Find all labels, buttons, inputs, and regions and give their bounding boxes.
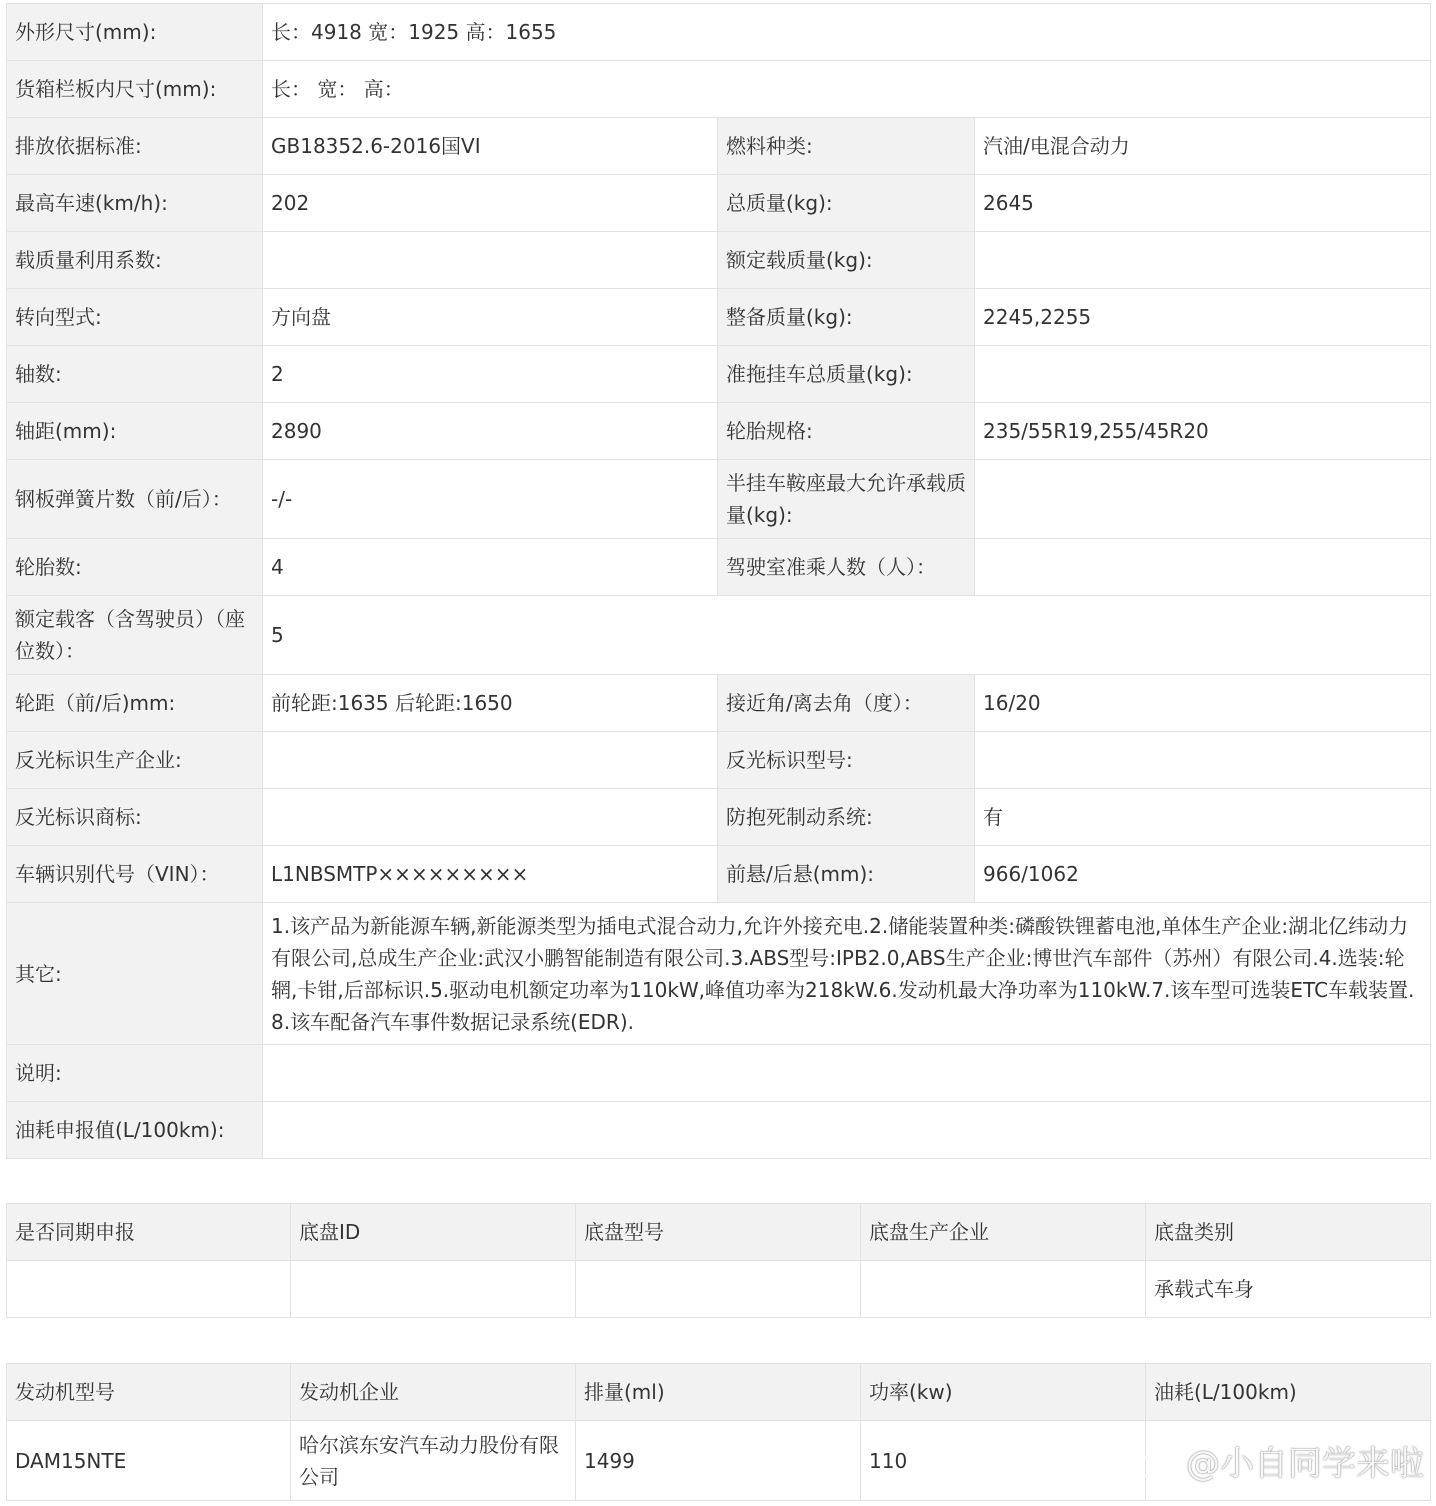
leaf-springs-label: 钢板弹簧片数（前/后）： <box>7 460 263 539</box>
axles-value: 2 <box>263 346 718 403</box>
vin-value: L1NBSMTP××××××××× <box>263 846 718 903</box>
emission-value: GB18352.6-2016国VI <box>263 118 718 175</box>
spec-row <box>7 232 1431 289</box>
spec-row-other <box>7 903 1431 1045</box>
watermark-text: @小自同学来啦 <box>1186 1444 1424 1484</box>
cab-passengers-value <box>975 539 1431 596</box>
overhang-label: 前悬/后悬(mm): <box>718 846 975 903</box>
curb-mass-value: 2245,2255 <box>975 289 1431 346</box>
note-label: 说明: <box>7 1045 263 1102</box>
engine-cell: 110 <box>861 1421 1146 1501</box>
other-value: 1.该产品为新能源车辆,新能源类型为插电式混合动力,允许外接充电.2.储能装置种类:磷酸铁锂蓄电池,单体生产企业:湖北亿纬动力有限公司,总成生产企业:武汉小鹏智能制造有限公司.3.ABS型号:IPB2.0,ABS生产企业:博世汽车部件（苏州）有限公司.4.选装:轮辋,卡钳,后部标识.5.驱动电机额定功率为110kW,峰值功率为218kW.6.发动机最大净功率为110kW.7.该车型可选装ETC车载装置.8.该车配备汽车事件数据记录系统(EDR). <box>263 903 1431 1045</box>
overhang-value: 966/1062 <box>975 846 1431 903</box>
engine-header-cell: 排量(ml) <box>576 1364 861 1421</box>
rated-passengers-value: 5 <box>263 596 1431 675</box>
wheelbase-label: 轴距(mm): <box>7 403 263 460</box>
spec-row <box>7 789 1431 846</box>
reflector-brand-label: 反光标识商标: <box>7 789 263 846</box>
abs-label: 防抱死制动系统: <box>718 789 975 846</box>
note-value <box>263 1045 1431 1102</box>
fuel-label: 燃料种类: <box>718 118 975 175</box>
saddle-load-label: 半挂车鞍座最大允许承载质量(kg): <box>718 460 975 539</box>
vehicle-spec-table <box>6 3 1431 1159</box>
angles-value: 16/20 <box>975 675 1431 732</box>
spec-row <box>7 175 1431 232</box>
track-value: 前轮距:1635 后轮距:1650 <box>263 675 718 732</box>
leaf-springs-value: -/- <box>263 460 718 539</box>
spec-row-fuel-consumption <box>7 1102 1431 1159</box>
spec-row <box>7 846 1431 903</box>
trailer-mass-value <box>975 346 1431 403</box>
chassis-header-row <box>7 1204 1431 1261</box>
spec-row <box>7 539 1431 596</box>
spec-row <box>7 346 1431 403</box>
chassis-header-cell: 底盘类别 <box>1146 1204 1431 1261</box>
chassis-cell <box>576 1261 861 1318</box>
angles-label: 接近角/离去角（度）： <box>718 675 975 732</box>
cab-passengers-label: 驾驶室准乘人数（人）： <box>718 539 975 596</box>
engine-header-cell: 功率(kw) <box>861 1364 1146 1421</box>
wheelbase-value: 2890 <box>263 403 718 460</box>
spec-row <box>7 289 1431 346</box>
chassis-data-row <box>7 1261 1431 1318</box>
fuel-consumption-label: 油耗申报值(L/100km): <box>7 1102 263 1159</box>
spec-row <box>7 732 1431 789</box>
steering-label: 转向型式: <box>7 289 263 346</box>
chassis-cell <box>7 1261 291 1318</box>
dimensions-value: 长：4918 宽：1925 高：1655 <box>263 4 1431 61</box>
curb-mass-label: 整备质量(kg): <box>718 289 975 346</box>
chassis-header-cell: 是否同期申报 <box>7 1204 291 1261</box>
load-factor-value <box>263 232 718 289</box>
weibo-icon <box>1136 1441 1180 1481</box>
tire-spec-label: 轮胎规格: <box>718 403 975 460</box>
spec-row-cargo <box>7 61 1431 118</box>
rated-passengers-label: 额定载客（含驾驶员）（座位数）： <box>7 596 263 675</box>
engine-cell: 哈尔滨东安汽车动力股份有限公司 <box>291 1421 576 1501</box>
total-mass-label: 总质量(kg): <box>718 175 975 232</box>
chassis-header-cell: 底盘ID <box>291 1204 576 1261</box>
max-speed-label: 最高车速(km/h): <box>7 175 263 232</box>
other-label: 其它: <box>7 903 263 1045</box>
chassis-cell <box>861 1261 1146 1318</box>
spec-row-note <box>7 1045 1431 1102</box>
abs-value: 有 <box>975 789 1431 846</box>
chassis-cell: 承载式车身 <box>1146 1261 1431 1318</box>
max-speed-value: 202 <box>263 175 718 232</box>
spec-row <box>7 675 1431 732</box>
engine-header-cell: 油耗(L/100km) <box>1146 1364 1431 1421</box>
reflector-model-value <box>975 732 1431 789</box>
load-factor-label: 载质量利用系数: <box>7 232 263 289</box>
watermark <box>1136 1436 1424 1485</box>
cargo-inner-value: 长： 宽： 高： <box>263 61 1431 118</box>
fuel-consumption-value <box>263 1102 1431 1159</box>
steering-value: 方向盘 <box>263 289 718 346</box>
spec-row <box>7 596 1431 675</box>
tire-count-value: 4 <box>263 539 718 596</box>
spec-row <box>7 118 1431 175</box>
rated-load-label: 额定载质量(kg): <box>718 232 975 289</box>
track-label: 轮距（前/后)mm: <box>7 675 263 732</box>
engine-header-row <box>7 1364 1431 1421</box>
trailer-mass-label: 准拖挂车总质量(kg): <box>718 346 975 403</box>
fuel-value: 汽油/电混合动力 <box>975 118 1431 175</box>
engine-header-cell: 发动机型号 <box>7 1364 291 1421</box>
chassis-header-cell: 底盘生产企业 <box>861 1204 1146 1261</box>
cargo-inner-label: 货箱栏板内尺寸(mm): <box>7 61 263 118</box>
reflector-model-label: 反光标识型号: <box>718 732 975 789</box>
engine-cell: 1499 <box>576 1421 861 1501</box>
reflector-brand-value <box>263 789 718 846</box>
chassis-table <box>6 1203 1431 1318</box>
dimensions-label: 外形尺寸(mm): <box>7 4 263 61</box>
tire-count-label: 轮胎数: <box>7 539 263 596</box>
axles-label: 轴数: <box>7 346 263 403</box>
spec-row <box>7 460 1431 539</box>
saddle-load-value <box>975 460 1431 539</box>
rated-load-value <box>975 232 1431 289</box>
spec-row <box>7 403 1431 460</box>
spec-row-dimensions <box>7 4 1431 61</box>
tire-spec-value: 235/55R19,255/45R20 <box>975 403 1431 460</box>
emission-label: 排放依据标准: <box>7 118 263 175</box>
reflector-maker-label: 反光标识生产企业: <box>7 732 263 789</box>
engine-header-cell: 发动机企业 <box>291 1364 576 1421</box>
vin-label: 车辆识别代号（VIN）： <box>7 846 263 903</box>
chassis-cell <box>291 1261 576 1318</box>
engine-cell: DAM15NTE <box>7 1421 291 1501</box>
total-mass-value: 2645 <box>975 175 1431 232</box>
chassis-header-cell: 底盘型号 <box>576 1204 861 1261</box>
reflector-maker-value <box>263 732 718 789</box>
